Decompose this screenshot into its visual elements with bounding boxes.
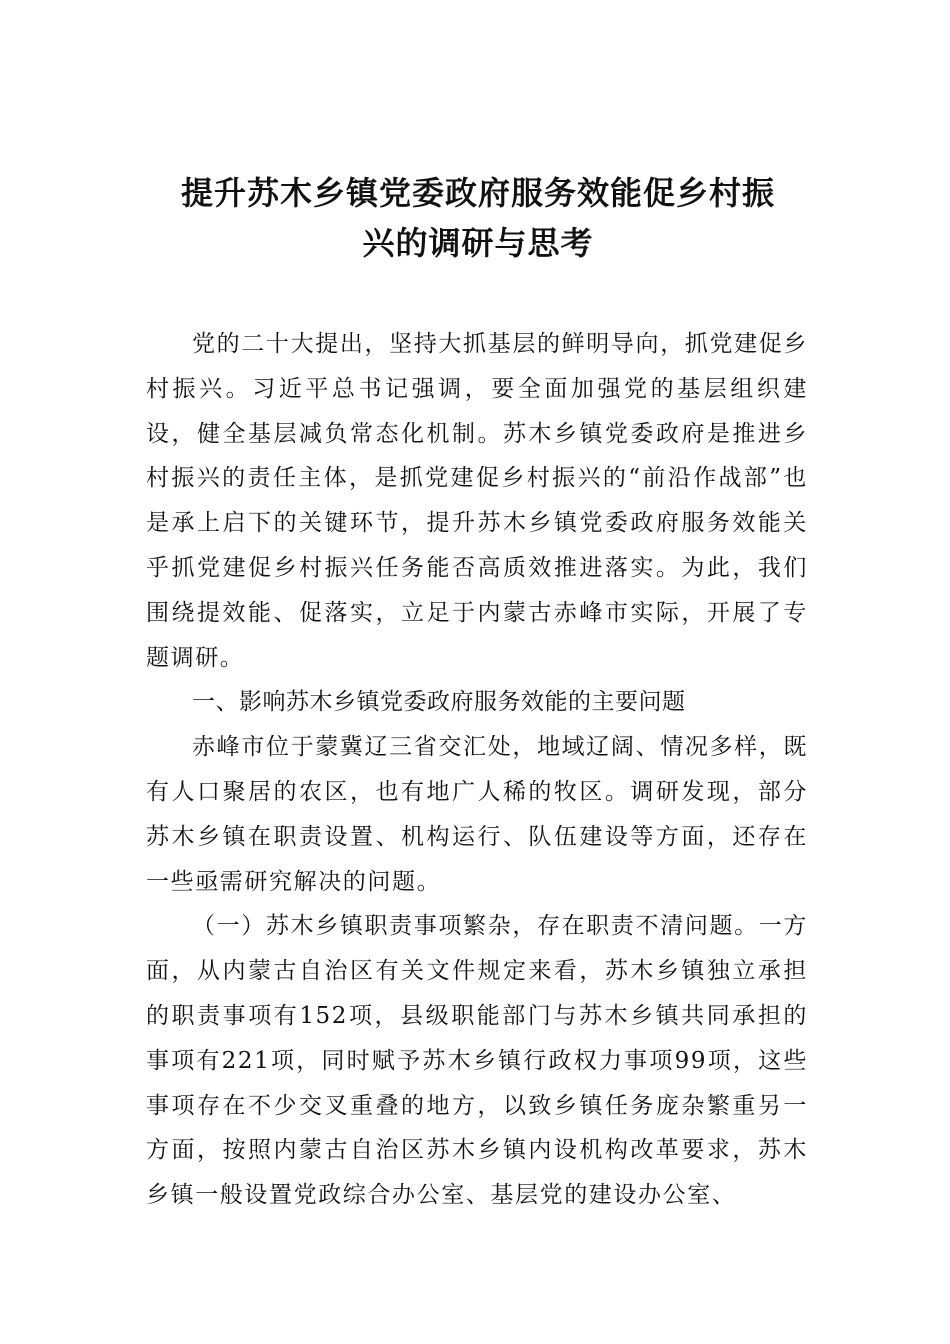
- section-1-paragraph: 赤峰市位于蒙冀辽三省交汇处，地域辽阔、情况多样，既有人口聚居的农区，也有地广人稀的牧区。调研发现，部分苏木乡镇在职责设置、机构运行、队伍建设等方面，还存在一些亟需研究解决的问题。: [146, 734, 808, 895]
- document-title: [148, 168, 808, 268]
- title-line-1: 提升苏木乡镇党委政府服务效能促乡村振: [180, 174, 775, 212]
- title-line-2: 兴的调研与思考: [362, 224, 594, 262]
- section-heading-1: 一、影响苏木乡镇党委政府服务效能的主要问题: [192, 689, 686, 716]
- document-body: [146, 322, 808, 1218]
- subsection-1-paragraph: （一）苏木乡镇职责事项繁杂，存在职责不清问题。一方面，从内蒙古自治区有关文件规定来看，苏木乡镇独立承担的职责事项有152项，县级职能部门与苏木乡镇共同承担的事项有221项，同时赋予苏木乡镇行政权力事项99项，这些事项存在不少交叉重叠的地方，以致乡镇任务庞杂繁重另一方面，按照内蒙古自治区苏木乡镇内设机构改革要求，苏木乡镇一般设置党政综合办公室、基层党的建设办公室、: [146, 913, 808, 1209]
- intro-paragraph: 党的二十大提出，坚持大抓基层的鲜明导向，抓党建促乡村振兴。习近平总书记强调，要全面加强党的基层组织建设，健全基层减负常态化机制。苏木乡镇党委政府是推进乡村振兴的责任主体，是抓党建促乡村振兴的“前沿作战部”也是承上启下的关键环节，提升苏木乡镇党委政府服务效能关乎抓党建促乡村振兴任务能否高质效推进落实。为此，我们围绕提效能、促落实，立足于内蒙古赤峰市实际，开展了专题调研。: [146, 331, 808, 671]
